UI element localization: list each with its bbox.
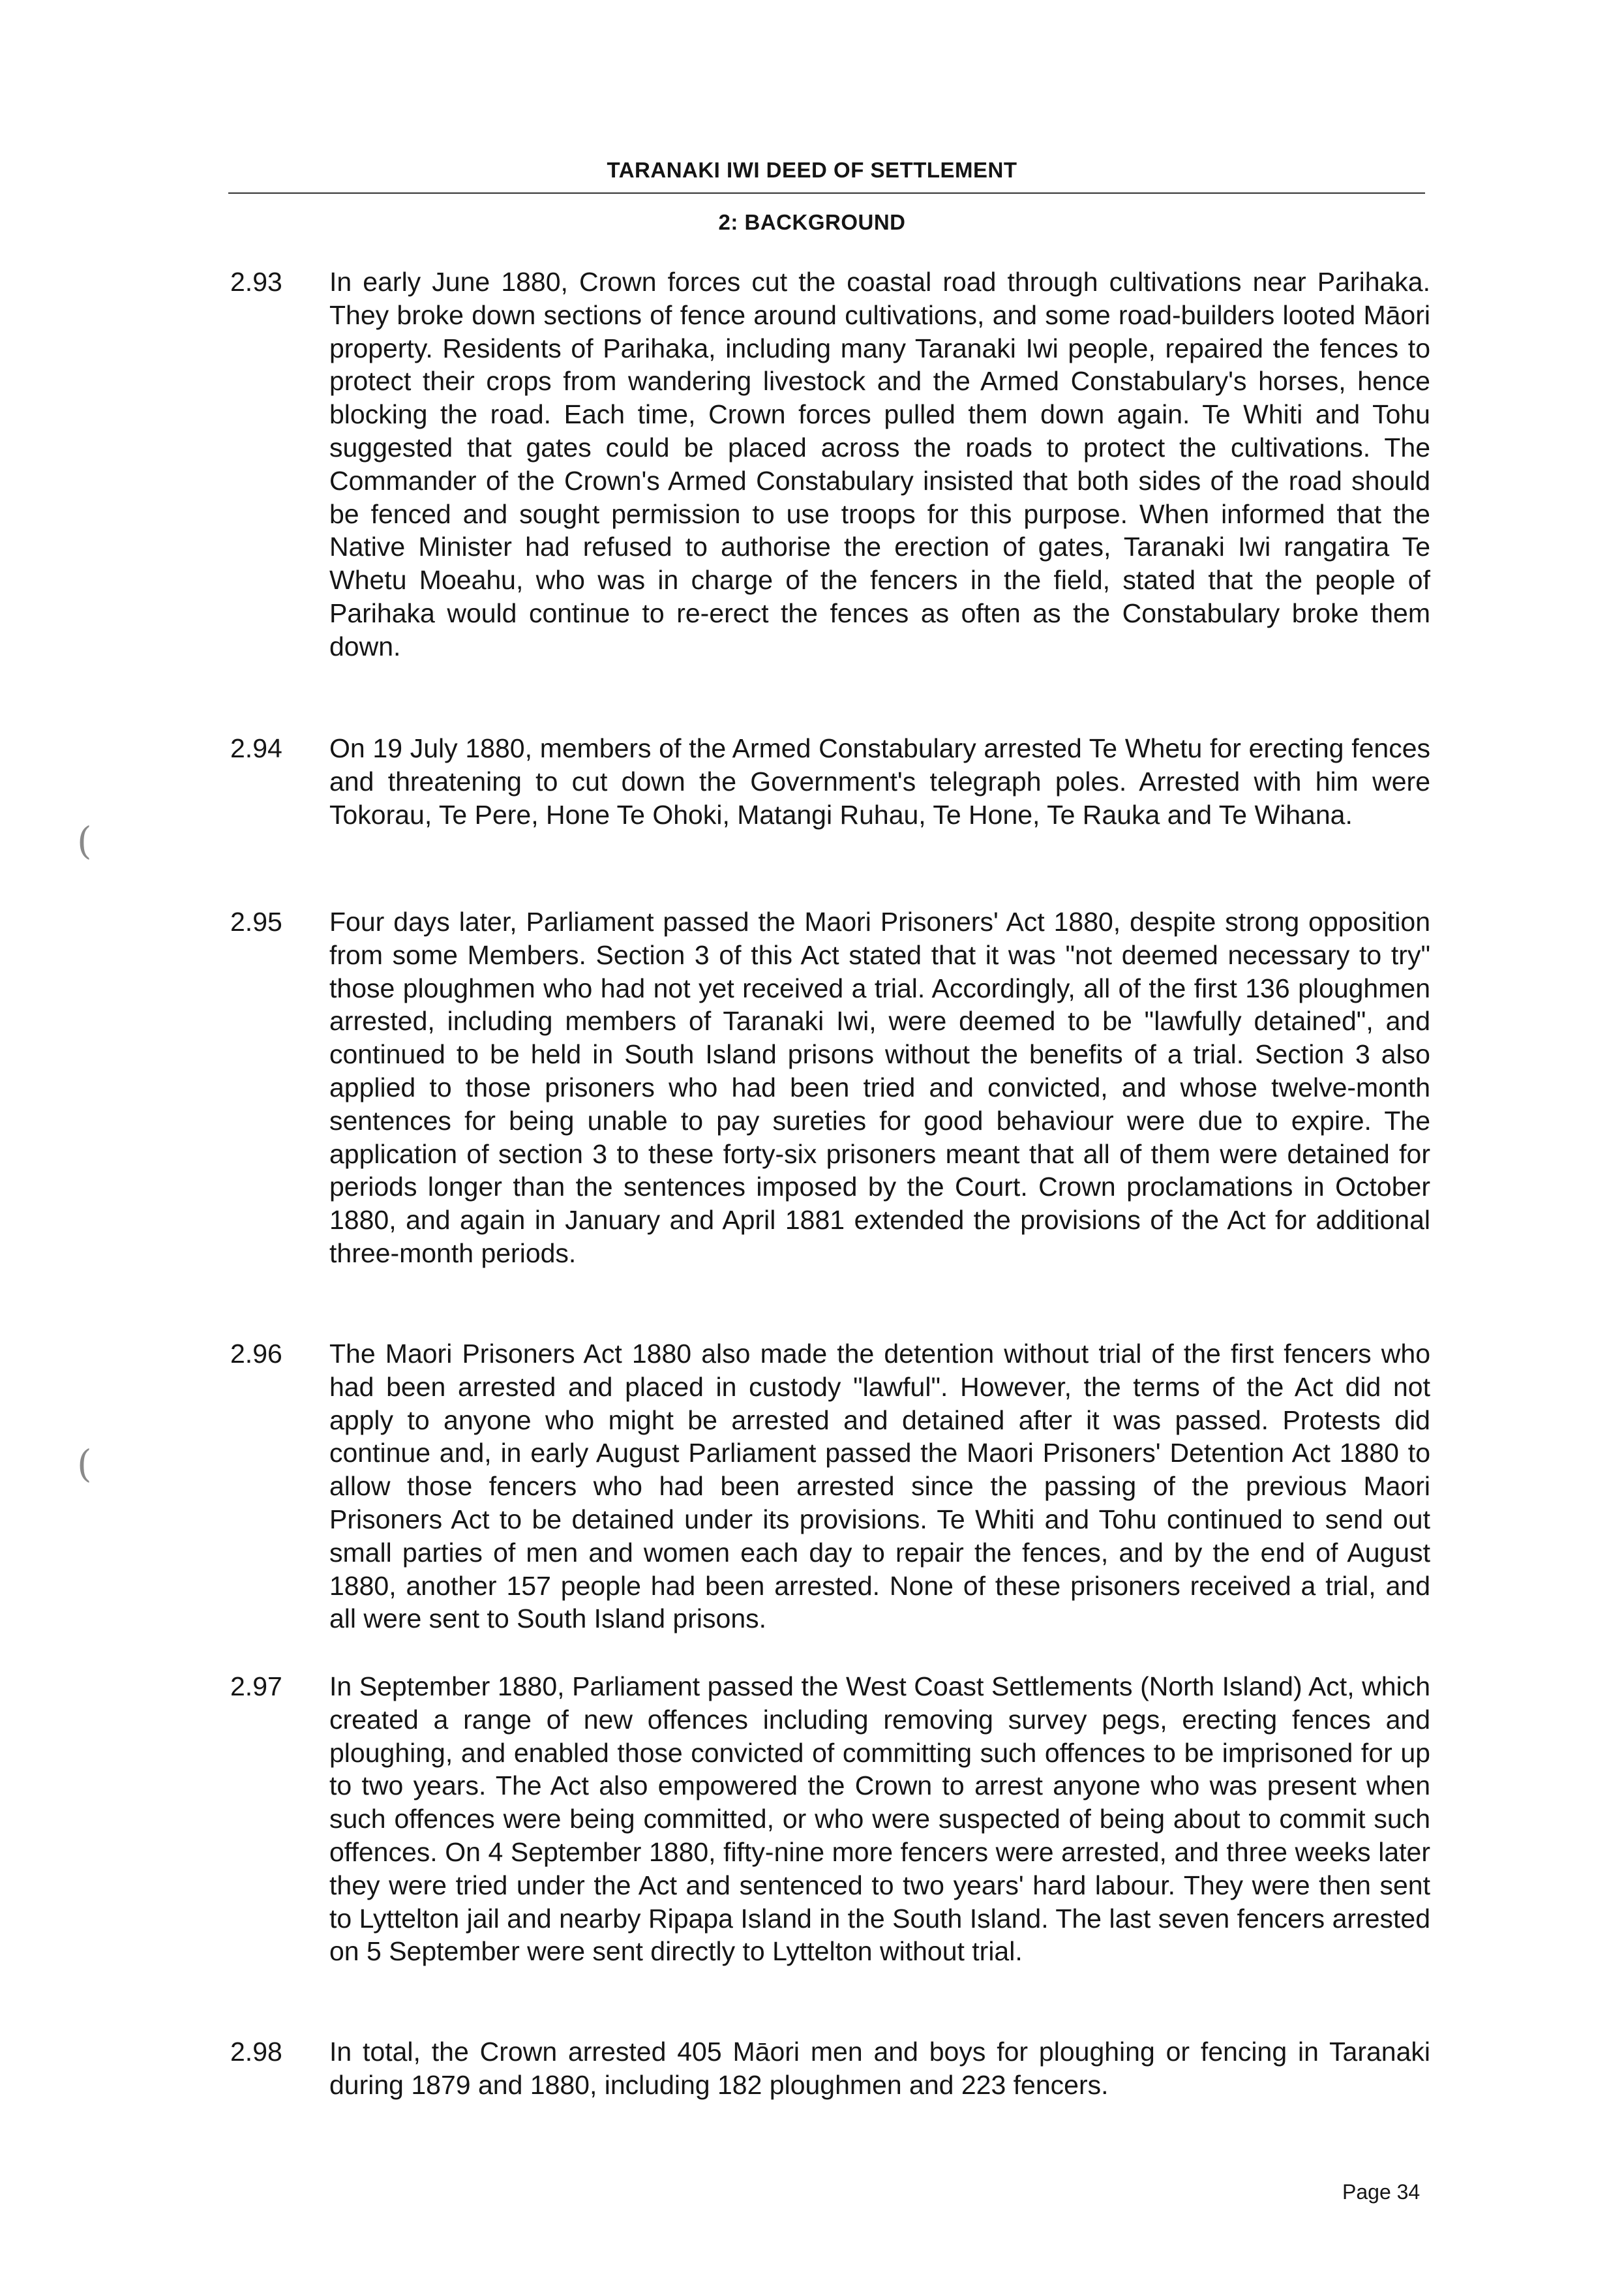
paragraph-text: In total, the Crown arrested 405 Māori men and boys for ploughing or fencing in Taranaki during 1879 and 1880, including 182 ploughmen and 223 fencers. (329, 2037, 1430, 2100)
paragraph-number: 2.96 (230, 1339, 282, 1369)
paragraph-number: 2.94 (230, 733, 282, 763)
paragraph-text: In September 1880, Parliament passed the West Coast Settlements (North Island) Act, which created a range of new offences including removing survey pegs, erecting fences and ploughing, and enabled those convicted of committing such offences to be imprisoned for up to two years. The Act also empowered the Crown to arrest anyone who was present when such offences were being committed, or who were suspected of being about to commit such offences. On 4 September 1880, fifty-nine more fencers were arrested, and three weeks later they were tried under the Act and sentenced to two years' hard labour. They were then sent to Lyttelton jail and nearby Ripapa Island in the South Island. The last seven fencers arrested on 5 September were sent directly to Lyttelton without trial. (329, 1671, 1430, 1967)
paragraph-number: 2.97 (230, 1671, 282, 1701)
binding-mark: ( (77, 1442, 92, 1486)
paragraph-number: 2.93 (230, 267, 282, 297)
paragraph-text: In early June 1880, Crown forces cut the coastal road through cultivations near Parihaka. They broke down sections of fence around cultivations, and some road-builders looted Māori property. Residents of Parihaka, including many Taranaki Iwi people, repaired the fences to protect their crops from wandering livestock and the Armed Constabulary's horses, hence blocking the road. Each time, Crown forces pulled them down again. Te Whiti and Tohu suggested that gates could be placed across the roads to protect the cultivations. The Commander of the Crown's Armed Constabulary insisted that both sides of the road should be fenced and sought permission to use troops for this purpose. When informed that the Native Minister had refused to authorise the erection of gates, Taranaki Iwi rangatira Te Whetu Moeahu, who was in charge of the fencers in the field, stated that the people of Parihaka would continue to re-erect the fences as often as the Constabulary broke them down. (329, 267, 1430, 661)
paragraph-text: The Maori Prisoners Act 1880 also made the detention without trial of the first fencers who had been arrested and placed in custody "lawful". However, the terms of the Act did not apply to anyone who might be arrested and detained after it was passed. Protests did continue and, in early August Parliament passed the Maori Prisoners' Detention Act 1880 to allow those fencers who had been arrested since the passing of the previous Maori Prisoners Act to be detained under its provisions. Te Whiti and Tohu continued to send out small parties of men and women each day to repair the fences, and by the end of August 1880, another 157 people had been arrested. None of these prisoners received a trial, and all were sent to South Island prisons. (329, 1339, 1430, 1634)
header-divider (228, 192, 1425, 194)
paragraph-number: 2.98 (230, 2037, 282, 2067)
document-title: TARANAKI IWI DEED OF SETTLEMENT (607, 158, 1017, 182)
paragraph-number: 2.95 (230, 907, 282, 937)
binding-mark: ( (77, 819, 92, 863)
section-heading: 2: BACKGROUND (718, 210, 906, 234)
page-number: Page 34 (1342, 2180, 1421, 2204)
paragraph-text: On 19 July 1880, members of the Armed Constabulary arrested Te Whetu for erecting fences and threatening to cut down the Government's telegraph poles. Arrested with him were Tokorau, Te Pere, Hone Te Ohoki, Matangi Ruhau, Te Hone, Te Rauka and Te Wihana. (329, 733, 1430, 830)
paragraph-text: Four days later, Parliament passed the Maori Prisoners' Act 1880, despite strong opposition from some Members. Section 3 of this Act stated that it was "not deemed necessary to try" those ploughmen who had not yet received a trial. Accordingly, all of the first 136 ploughmen arrested, including members of Taranaki Iwi, were deemed to be "lawfully detained", and continued to be held in South Island prisons without the benefits of a trial. Section 3 also applied to those prisoners who had been tried and convicted, and whose twelve-month sentences for being unable to pay sureties for good behaviour were due to expire. The application of section 3 to these forty-six prisoners meant that all of them were detained for periods longer than the sentences imposed by the Court. Crown proclamations in October 1880, and again in January and April 1881 extended the provisions of the Act for additional three-month periods. (329, 907, 1430, 1268)
